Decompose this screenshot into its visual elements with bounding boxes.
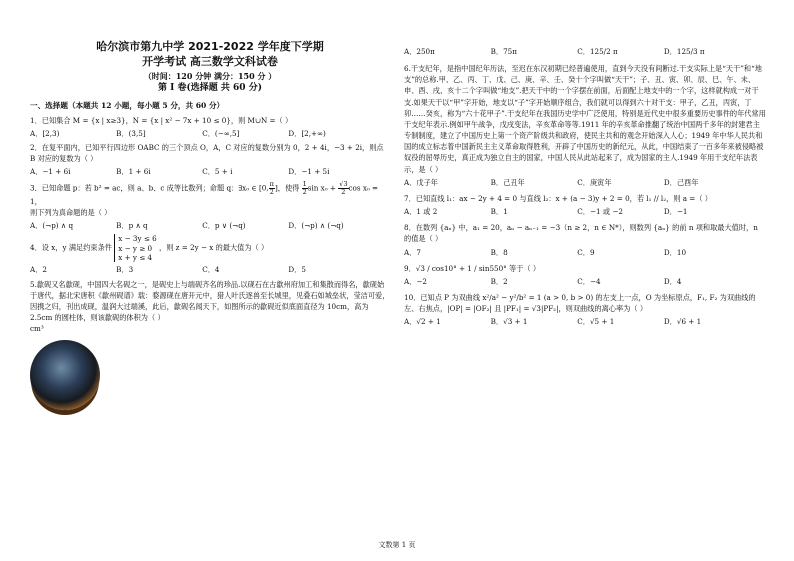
question-9 (404, 263, 766, 287)
question-3-stem-part: sin x₀ + (307, 183, 336, 193)
question-8 (404, 222, 766, 257)
fraction-denominator: 2 (269, 187, 274, 196)
question-10 (404, 292, 766, 327)
constraint-3: x + y ≤ 4 (118, 253, 153, 263)
question-3-stem (30, 181, 390, 219)
inkstone-image (30, 340, 100, 410)
question-4 (30, 234, 390, 275)
exam-title-line1: 哈尔滨市第九中学 2021-2022 学年度下学期 (96, 40, 324, 53)
right-column (404, 46, 766, 327)
option-c[interactable]: C．−1 或 −2 (577, 207, 623, 217)
option-d[interactable]: D．√6 + 1 (663, 317, 702, 327)
constraint-1: x − 3y ≤ 6 (118, 234, 157, 244)
interval-open: [0, (258, 183, 269, 193)
question-4-stem-part: 4．设 x，y 满足约束条件 (30, 243, 112, 253)
option-a[interactable]: A．戊子年 (404, 177, 438, 187)
constraint-system (114, 234, 156, 262)
question-6-options (404, 177, 766, 188)
option-d[interactable]: D．−1 + 5i (288, 167, 330, 177)
option-d[interactable]: D．(¬p) ∧ (¬q) (288, 221, 344, 231)
question-2 (30, 142, 390, 177)
question-8-stem: 8．在数列 {aₙ} 中，a₁ = 20，aₙ − aₙ₋₁ = −3（n ≥ 2，n ∈ N*），则数列 {aₙ} 的前 n 项和取最大值时，n 的值是（ ） (404, 223, 758, 244)
option-c[interactable]: C．p ∨ (¬q) (202, 221, 246, 231)
option-c[interactable]: C．9 (577, 247, 595, 257)
option-c[interactable]: C．4 (202, 265, 220, 275)
question-5-unit: cm³ (30, 324, 44, 334)
option-c[interactable]: C．−4 (577, 276, 601, 286)
question-3 (30, 181, 390, 232)
option-d[interactable]: D．4 (663, 276, 682, 286)
fraction-denominator: 2 (341, 187, 346, 196)
page-footer: 文数第 1 页 (378, 541, 416, 549)
option-a[interactable]: A．−1 + 6i (30, 167, 71, 177)
question-3-stem-part: 3．已知命题 p：若 b² = ac，则 a、b、c 成等比数列；命题 q：∃x₀ ∈ (30, 183, 257, 193)
fraction-denominator: 2 (302, 187, 307, 196)
option-a[interactable]: A．1 或 2 (404, 207, 438, 217)
option-b[interactable]: B．1 + 6i (116, 167, 151, 177)
fraction-numerator: π (269, 179, 274, 188)
exam-time-score: （时间：120 分钟 满分：150 分 ） (143, 70, 277, 81)
question-5-options (404, 46, 766, 57)
question-7-options (404, 206, 766, 217)
exam-title-line2: 开学考试 高三数学文科试卷 (142, 54, 278, 68)
question-9-options (404, 276, 766, 287)
option-b[interactable]: B．8 (490, 247, 508, 257)
option-b[interactable]: B．75π (490, 47, 517, 56)
option-d[interactable]: D．125/3 π (663, 47, 705, 56)
option-d[interactable]: D．5 (288, 265, 306, 275)
question-8-options (404, 247, 766, 258)
question-2-options (30, 166, 390, 177)
part-heading: 第 I 卷(选择题 共 60 分) (158, 83, 262, 94)
question-1 (30, 115, 390, 139)
option-b[interactable]: B．(3,5] (116, 128, 146, 138)
question-1-options (30, 128, 390, 139)
question-5-stem: 5.歙砚又名歙砚，中国四大名砚之一，是砚史上与端砚齐名的珍品.以砚石在古歙州府加工和集散而得名，歙砚始于唐代，据北宋唐积《歙州砚谱》载：婺源砚在唐开元中，猎人叶氏逐兽至长城里，见叠石如城垒状，莹洁可爱，因携之归，刊出成砚，温润大过端溪，此后，歙砚名闻天下，如图所示的歙砚近似底面直径为 10cm，高为 2.5cm 的圆柱体，则该歙砚的体积为（ ） (30, 279, 390, 323)
option-a[interactable]: A．(¬p) ∧ q (30, 221, 74, 231)
option-b[interactable]: B．1 (490, 207, 508, 217)
left-column (30, 40, 390, 410)
option-c[interactable]: C．5 + i (202, 167, 233, 177)
question-6-stem: 6.干支纪年，是指中国纪年历法，至迟在东汉初期已经普遍使用，直到今天没有间断过.干支实际上是“天干”和“地支”的总称.甲、乙、丙、丁、戊、己、庚、辛、壬、癸十个字叫做“天干”；子、丑、寅、卯、辰、巳、午、未、申、酉、戌、亥十二个字叫做“地支”.把天干中的一个字摆在前面，后面配上地支中的一个字，这样就构成一对干支.如果天干以“甲”字开始，地支以“子”字开始顺序组合，我们就可以得到六十对干支：甲子，乙丑，丙寅，丁卯……癸亥，称为“六十花甲子”.干支纪年在我国历史学中广泛使用，特别是近代史中很多重要历史事件的年代常用干支纪年表示.例如甲午战争，戊戌变法，辛亥革命等等.1911 年的辛亥革命推翻了统治中国两千多年的封建君主专制制度，建立了中国历史上第一个资产阶级共和政府，使民主共和的观念开始深入人心；1949 年中华人民共和国的成立标志着中国新民主主义革命取得胜利，开辟了中国历史的新纪元，从此，中国结束了一百多年来被侵略被奴役的屈辱历史，真正成为独立自主的国家，中国人民从此站起来了，成为国家的主人.1949 年用干支纪年法表示，是（ ） (404, 64, 766, 174)
option-b[interactable]: B．3 (116, 265, 134, 275)
question-5 (30, 279, 390, 411)
question-3-options (30, 220, 390, 231)
option-a[interactable]: A．7 (404, 247, 421, 257)
option-a[interactable]: A．[2,3) (30, 128, 60, 138)
option-b[interactable]: B．2 (490, 276, 508, 286)
question-3-stem-part: ，使得 (277, 183, 300, 193)
interval-close: ] (274, 183, 278, 193)
option-d[interactable]: D．−1 (663, 207, 688, 217)
question-10-options (404, 316, 766, 327)
option-c[interactable]: C．√5 + 1 (577, 317, 615, 327)
option-b[interactable]: B．己丑年 (490, 177, 525, 187)
option-a[interactable]: A．250π (404, 47, 435, 56)
question-3-stem-tail: 则下列为真命题的是（ ） (30, 208, 112, 217)
question-4-options (30, 264, 390, 275)
question-4-stem (30, 234, 390, 262)
question-4-stem-part: ，则 z = 2y − x 的最大值为（ ） (159, 243, 269, 253)
question-10-stem: 10．已知点 P 为双曲线 x²/a² − y²/b² = 1 (a > 0, b > 0) 的左支上一点，O 为坐标原点，F₁, F₂ 为双曲线的左、右焦点，|OP| = |OF₂| 且 |PF₁| = √3|PF₂|，则双曲线的离心率为（ ） (404, 292, 756, 314)
option-c[interactable]: C．(−∞,5] (202, 128, 240, 138)
option-a[interactable]: A．√2 + 1 (404, 317, 441, 327)
option-c[interactable]: C．庚寅年 (577, 177, 612, 187)
question-9-stem: 9．√3 / cos10° + 1 / sin550° 等于（ ） (404, 263, 541, 273)
question-2-stem: 2．在复平面内，已知平行四边形 OABC 的三个顶点 O，A，C 对应的复数分别为 0，2 + 4i，−3 + 2i，则点 B 对应的复数为（ ） (30, 143, 384, 164)
fraction-root3-half (338, 181, 348, 196)
fraction-numerator: √3 (339, 179, 348, 188)
fraction-numerator: 1 (302, 179, 307, 188)
option-b[interactable]: B．p ∧ q (116, 221, 148, 231)
constraint-2: x − y ≥ 0 (118, 243, 153, 253)
option-d[interactable]: D．己酉年 (663, 177, 699, 187)
question-1-stem: 1．已知集合 M = {x | x≥3}，N = {x | x² − 7x + 10 ≤ 0}，则 M∪N =（ ） (30, 115, 293, 125)
option-d[interactable]: D．[2,+∞) (288, 128, 326, 138)
section-heading: 一、选择题（本题共 12 小题，每小题 5 分，共 60 分） (30, 101, 225, 111)
option-d[interactable]: D．10 (663, 247, 687, 257)
option-a[interactable]: A．2 (30, 265, 47, 275)
question-7 (404, 193, 766, 217)
question-6 (404, 63, 766, 188)
question-7-stem: 7．已知直线 l₁：ax − 2y + 4 = 0 与直线 l₂：x + (a − 3)y + 2 = 0，若 l₁ // l₂，则 a =（ ） (404, 193, 712, 203)
option-c[interactable]: C．125/2 π (577, 47, 618, 56)
question-3-stem-part: cos x₀ = 1， (30, 183, 379, 206)
option-b[interactable]: B．√3 + 1 (490, 317, 528, 327)
option-a[interactable]: A．−2 (404, 276, 427, 286)
